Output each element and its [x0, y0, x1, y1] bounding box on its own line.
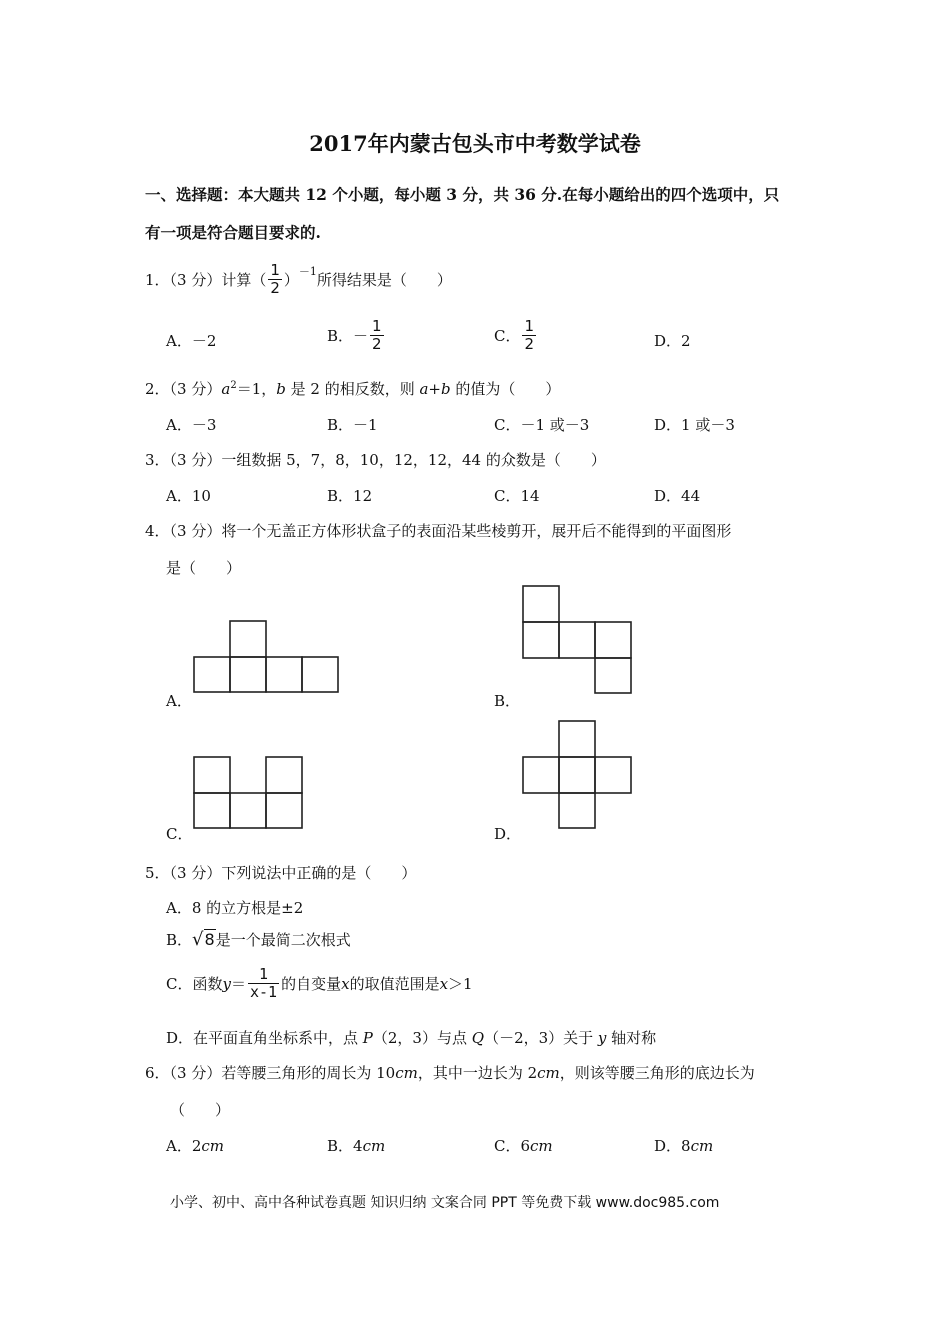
q5-option-b-tail: 是一个最简二次根式	[215, 931, 351, 949]
q1-tail: 所得结果是（ ）	[316, 271, 452, 289]
q5-option-c-eq: ＝	[230, 975, 246, 993]
q5-option-c-den: x-1	[249, 983, 278, 1001]
q6-option-c	[494, 1135, 553, 1156]
q5-option-c-x: x	[341, 974, 350, 993]
q5-option-d-mid: （2，3）与点	[372, 1029, 472, 1047]
q5-sqrt	[192, 929, 216, 950]
q5-option-c-mid: 的自变量	[281, 975, 342, 993]
q1-option-c-label: C．	[494, 327, 521, 345]
question-4-line2: 是（ ）	[166, 559, 242, 577]
q1-option-c-num: 1	[524, 317, 535, 335]
q6-option-a-text: A．2	[166, 1137, 202, 1155]
question-2	[145, 378, 560, 399]
q4-net-a	[192, 620, 340, 694]
q2-tail: 的值为（ ）	[450, 380, 561, 398]
q6-option-b	[327, 1135, 385, 1156]
q6-option-d-text: D．8	[654, 1137, 691, 1155]
footer-text: 小学、初中、高中各种试卷真题 知识归纳 文案合同 PPT 等免费下载 www.doc985.com	[170, 1195, 720, 1211]
q4-option-b-label: B．	[494, 692, 521, 710]
q2-option-c: C．－1 或－3	[494, 416, 590, 434]
q1-option-b-sign: －	[353, 327, 369, 345]
q5-option-c-fraction	[248, 966, 279, 1001]
q1-option-b-label: B．	[327, 327, 354, 345]
q5-option-b-label: B．	[166, 931, 193, 949]
question-6-line2: （ ）	[170, 1101, 231, 1119]
q2-option-b: B．－1	[327, 416, 378, 434]
q4-net-b	[521, 585, 633, 695]
q1-fraction-den: 2	[270, 279, 280, 297]
page-title: 2017年内蒙古包头市中考数学试卷	[309, 131, 641, 156]
q6-mid: ，其中一边长为 2	[417, 1064, 538, 1082]
question-6-line1	[145, 1062, 755, 1083]
q5-option-c-x2: x	[439, 974, 449, 993]
q5-option-c-label: C．函数	[166, 975, 223, 993]
q6-option-d	[654, 1135, 713, 1156]
q1-option-b-fraction	[370, 318, 384, 353]
q5-option-c-mid2: 的取值范围是	[349, 975, 440, 993]
q5-option-b	[166, 929, 351, 950]
radical-sign-icon: √	[192, 929, 204, 950]
q6-option-b-text: B．4	[327, 1137, 363, 1155]
q5-option-a: A．8 的立方根是±2	[166, 899, 304, 917]
q2-var-b: b	[276, 380, 286, 398]
q1-prefix: 1．（3 分）计算（	[145, 271, 267, 289]
q4-option-a-label: A．	[166, 692, 192, 710]
q2-var-a: a	[221, 380, 231, 398]
question-5: 5．（3 分）下列说法中正确的是（ ）	[145, 864, 417, 882]
q1-exponent: －1	[298, 264, 317, 278]
q2-prefix: 2．（3 分）	[145, 380, 222, 398]
q6-option-a-unit: cm	[201, 1137, 225, 1155]
q5-option-c-y: y	[222, 974, 231, 993]
q3-option-c: C．14	[494, 487, 540, 505]
q2-option-a: A．－3	[166, 416, 217, 434]
q4-net-c	[192, 756, 304, 830]
q4-option-d-label: D．	[494, 825, 522, 843]
q3-option-a: A．10	[166, 487, 211, 505]
q5-option-c-num: 1	[259, 965, 269, 983]
q5-option-d-mid2: （－2，3）关于	[484, 1029, 598, 1047]
q1-option-b	[327, 318, 386, 353]
q1-fraction-num: 1	[270, 261, 280, 279]
q4-net-d	[521, 720, 633, 830]
question-4-line1: 4．（3 分）将一个无盖正方体形状盒子的表面沿某些棱剪开，展开后不能得到的平面图形	[145, 522, 732, 540]
question-1	[145, 262, 452, 297]
q1-fraction	[268, 262, 282, 297]
q4-option-c-label: C．	[166, 825, 193, 843]
q1-option-c	[494, 318, 538, 353]
q5-option-d-pre: D．在平面直角坐标系中，点	[166, 1029, 363, 1047]
section-header-line2: 有一项是符合题目要求的.	[145, 223, 321, 242]
q6-unit-1: cm	[395, 1064, 418, 1082]
q2-sup: 2	[230, 380, 237, 391]
q6-option-d-unit: cm	[690, 1137, 714, 1155]
q5-option-c-tail: ＞1	[448, 975, 473, 993]
q2-mid: ＝1，	[236, 380, 277, 398]
q6-option-c-text: C．6	[494, 1137, 531, 1155]
q6-option-a	[166, 1135, 224, 1156]
q1-option-b-den: 2	[372, 335, 382, 353]
q5-radicand: 8	[204, 930, 215, 949]
q2-option-d: D．1 或－3	[654, 416, 735, 434]
q1-option-d: D．2	[654, 332, 691, 350]
q6-pre: 6．（3 分）若等腰三角形的周长为 10	[145, 1064, 396, 1082]
section-header-line1: 一、选择题：本大题共 12 个小题，每小题 3 分，共 36 分.在每小题给出的四个选项中，只	[145, 185, 780, 204]
q3-option-b: B．12	[327, 487, 373, 505]
q6-option-b-unit: cm	[362, 1137, 386, 1155]
q6-option-c-unit: cm	[530, 1137, 553, 1155]
q3-option-d: D．44	[654, 487, 701, 505]
q1-option-c-fraction	[522, 318, 536, 353]
q2-var-ab: a+b	[419, 380, 451, 398]
q1-option-b-num: 1	[372, 317, 382, 335]
q5-option-d-p: P	[362, 1029, 373, 1047]
q1-option-a: A．－2	[166, 332, 217, 350]
q2-mid2: 是 2 的相反数，则	[285, 380, 420, 398]
q5-option-d-q: Q	[471, 1029, 485, 1047]
q5-option-d-tail: 轴对称	[606, 1029, 657, 1047]
q6-unit-2: cm	[537, 1064, 560, 1082]
q1-close: ）	[283, 271, 299, 289]
q6-tail: ，则该等腰三角形的底边长为	[559, 1064, 755, 1082]
q5-option-d-y: y	[597, 1029, 607, 1047]
q5-option-d	[166, 1027, 656, 1048]
q1-option-c-den: 2	[524, 335, 535, 353]
question-3: 3．（3 分）一组数据 5，7，8，10，12，12，44 的众数是（ ）	[145, 451, 606, 469]
q5-option-c	[166, 966, 473, 1001]
